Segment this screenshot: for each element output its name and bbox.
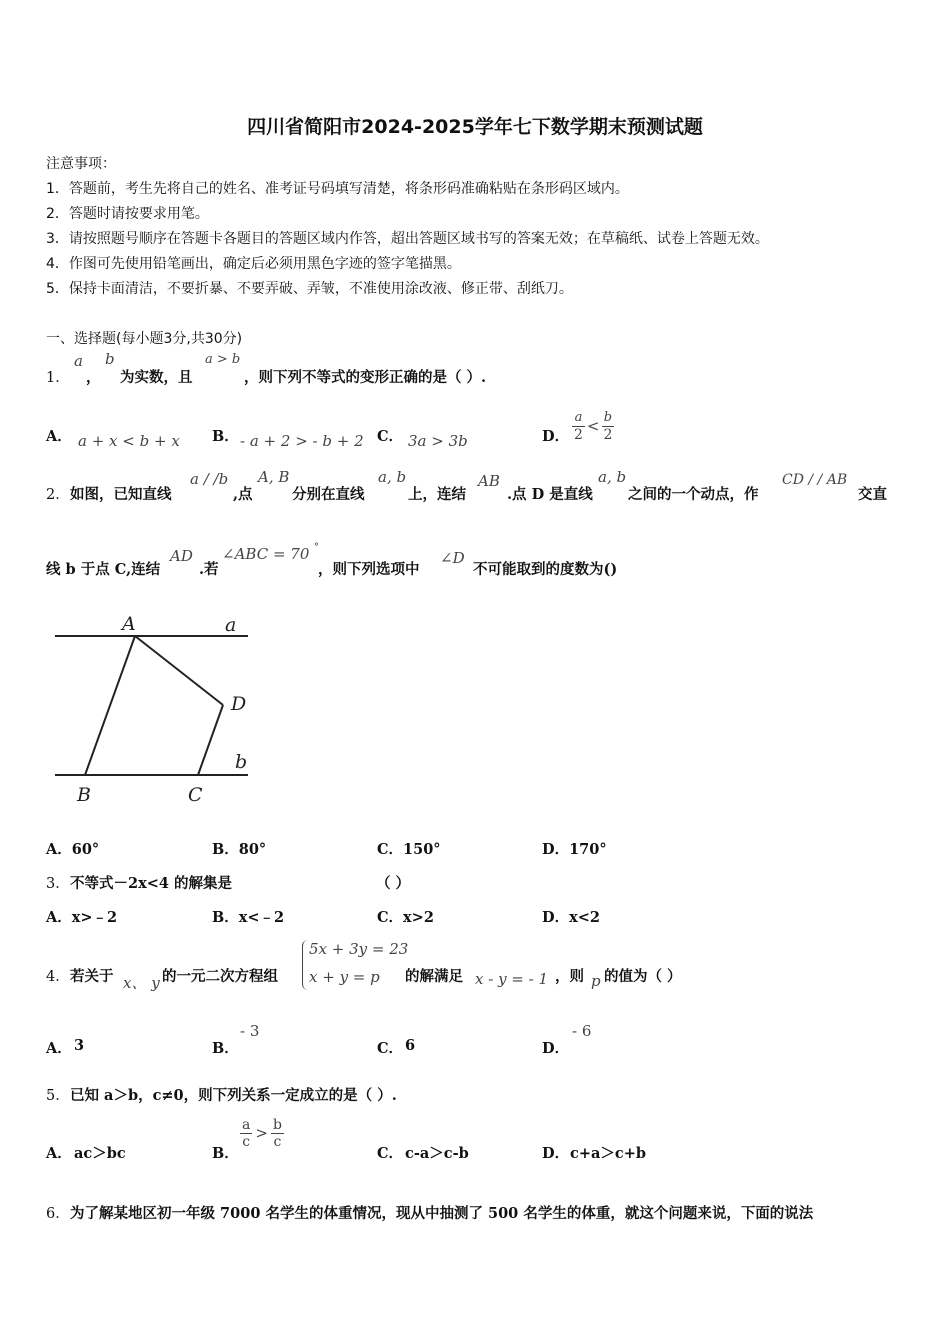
label-a: a (225, 614, 237, 636)
q4-label-b: B． (212, 1040, 239, 1057)
q5-option-d: c+a＞c+b (570, 1145, 646, 1162)
label-b: b (235, 751, 248, 773)
q5-label-b: B． (212, 1145, 239, 1162)
label-D: D (231, 693, 247, 715)
q4-option-a: 3 (74, 1037, 85, 1054)
q1-label-b: B． (212, 428, 239, 445)
q2-math-9: ∠D (440, 549, 465, 567)
q2-text-5: .点 D 是直线 (507, 486, 593, 503)
q5-text: 已知 a＞b，c≠0，则下列关系一定成立的是（ ）. (70, 1087, 397, 1104)
q4-label-d: D． (542, 1040, 570, 1057)
note-item-5: 5．保持卡面清洁，不要折暴、不要弄破、弄皱，不准使用涂改液、修正带、刮纸刀。 (46, 281, 573, 297)
q2-degree: ° (314, 542, 319, 553)
q5-b-op: > (255, 1124, 268, 1142)
q6-text: 为了解某地区初一年级 7000 名学生的体重情况，现从中抽测了 500 名学生的体重，就这个问题来说，下面的说法 (70, 1205, 814, 1222)
q2-option-d: D．170° (542, 841, 607, 858)
q2-text-7: 交直 (858, 486, 887, 503)
q2-math-7: AD (170, 547, 193, 565)
q5-option-b (240, 1117, 284, 1150)
q1-label-a: A． (46, 428, 72, 445)
q2-text-6: 之间的一个动点，作 (628, 486, 759, 503)
q1-d-op: < (586, 417, 600, 435)
q4-text-2: 的一元二次方程组 (162, 968, 278, 985)
q1-text-1: 为实数，且 (120, 369, 193, 386)
q1-sep: ， (86, 369, 101, 386)
q1-d-den2: 2 (603, 427, 613, 443)
q1-option-d (572, 410, 614, 443)
q4-option-d: - 6 (572, 1022, 592, 1040)
q4-label-a: A． (46, 1040, 72, 1057)
q1-var-a: a (74, 352, 83, 370)
q6-num: 6． (46, 1206, 70, 1222)
q2-text-1: 如图，已知直线 (70, 486, 172, 503)
q4-equation-2: x + y = p (309, 968, 380, 986)
q2-math-4: AB (478, 472, 500, 490)
q4-var-p: p (591, 972, 601, 990)
q2-math-6: CD / / AB (782, 472, 848, 488)
note-item-4: 4．作图可先使用铅笔画出，确定后必须用黑色字迹的签字笔描黑。 (46, 256, 461, 272)
q1-num: 1． (46, 370, 70, 386)
q1-d-den1: 2 (574, 427, 583, 443)
q3-num: 3． (46, 876, 70, 892)
q2-text-4: 上，连结 (408, 486, 466, 503)
note-item-2: 2．答题时请按要求用笔。 (46, 206, 209, 222)
q2-text-2: ,点 (233, 486, 253, 503)
q1-condition: a > b (205, 352, 241, 367)
q2-text-3: 分别在直线 (292, 486, 365, 503)
q4-system-brace (302, 940, 309, 990)
segment-ab (85, 636, 135, 775)
q5-option-a: ac＞bc (74, 1145, 126, 1162)
q3-option-b: B．x<﹣2 (212, 909, 285, 926)
q1-option-b: - a + 2 > - b + 2 (240, 432, 364, 450)
q4-option-c: 6 (405, 1037, 416, 1054)
section-heading: 一、选择题(每小题3分,共30分) (46, 331, 243, 347)
q3-option-c: C．x>2 (377, 909, 434, 926)
q1-var-b: b (105, 350, 115, 368)
q2-option-a: A．60° (46, 841, 100, 858)
q3-option-d: D．x<2 (542, 909, 600, 926)
q1-number (46, 366, 70, 387)
q2-num: 2． (46, 487, 70, 503)
q2-math-3: a, b (378, 468, 407, 486)
q3-option-a: A．x>﹣2 (46, 909, 118, 926)
q2-text-9: .若 (199, 561, 219, 578)
q4-num: 4． (46, 969, 70, 985)
page-title: 四川省简阳市2024-2025学年七下数学期末预测试题 (247, 116, 703, 138)
q5-label-d: D． (542, 1145, 570, 1162)
q2-math-8: ∠ABC = 70 (222, 545, 310, 563)
q2-math-1: a / /b (190, 470, 229, 488)
q2-math-5: a, b (598, 468, 627, 486)
q3-blank: （ ） (376, 875, 411, 892)
q4-text-4: ，则 (555, 968, 584, 985)
q5-b-den1: c (242, 1134, 251, 1150)
q4-text-1: 若关于 (70, 968, 114, 985)
q5-num: 5． (46, 1088, 70, 1104)
q5-label-c: C． (377, 1145, 404, 1162)
segment-ad (135, 636, 223, 705)
q4-text-5: 的值为（ ） (604, 968, 682, 985)
q1-text-2: ，则下列不等式的变形正确的是（ ）. (244, 369, 487, 386)
q1-label-c: C． (377, 428, 404, 445)
q1-d-num2: b (602, 410, 615, 427)
q4-condition: x - y = - 1 (475, 970, 549, 988)
q5-label-a: A． (46, 1145, 72, 1162)
notes-heading: 注意事项： (46, 156, 116, 172)
q2-figure (40, 600, 270, 815)
q5-b-num2: b (272, 1117, 282, 1133)
q1-option-c: 3a > 3b (408, 432, 468, 450)
q4-equation-1: 5x + 3y = 23 (309, 940, 409, 958)
q2-option-c: C．150° (377, 841, 441, 858)
label-C: C (188, 784, 203, 806)
q1-option-a: a + x < b + x (78, 432, 180, 450)
q2-text-8: 线 b 于点 C,连结 (46, 561, 161, 578)
segment-dc (198, 705, 223, 775)
q1-label-d: D． (542, 428, 570, 445)
q5-option-c: c-a＞c-b (405, 1145, 469, 1162)
q4-label-c: C． (377, 1040, 404, 1057)
q3-text: 不等式－2x<4 的解集是 (70, 875, 233, 892)
q4-text-3: 的解满足 (405, 968, 463, 985)
q4-option-b: - 3 (240, 1022, 260, 1040)
q4-vars: x、 y (123, 974, 160, 992)
q2-option-b: B．80° (212, 841, 267, 858)
label-A: A (122, 613, 136, 635)
q5-b-num1: a (242, 1117, 251, 1133)
label-B: B (77, 784, 91, 806)
q2-text-11: 不可能取到的度数为() (473, 561, 618, 578)
q2-text-10: ，则下列选项中 (318, 561, 420, 578)
note-item-1: 1．答题前，考生先将自己的姓名、准考证号码填写清楚，将条形码准确粘贴在条形码区域内。 (46, 181, 629, 197)
note-item-3: 3．请按照题号顺序在答题卡各题目的答题区域内作答，超出答题区域书写的答案无效；在草稿纸、试卷上答题无效。 (46, 231, 769, 247)
q2-math-2: A, B (258, 468, 290, 486)
q5-b-den2: c (273, 1134, 282, 1150)
q1-d-num1: a (572, 410, 585, 427)
